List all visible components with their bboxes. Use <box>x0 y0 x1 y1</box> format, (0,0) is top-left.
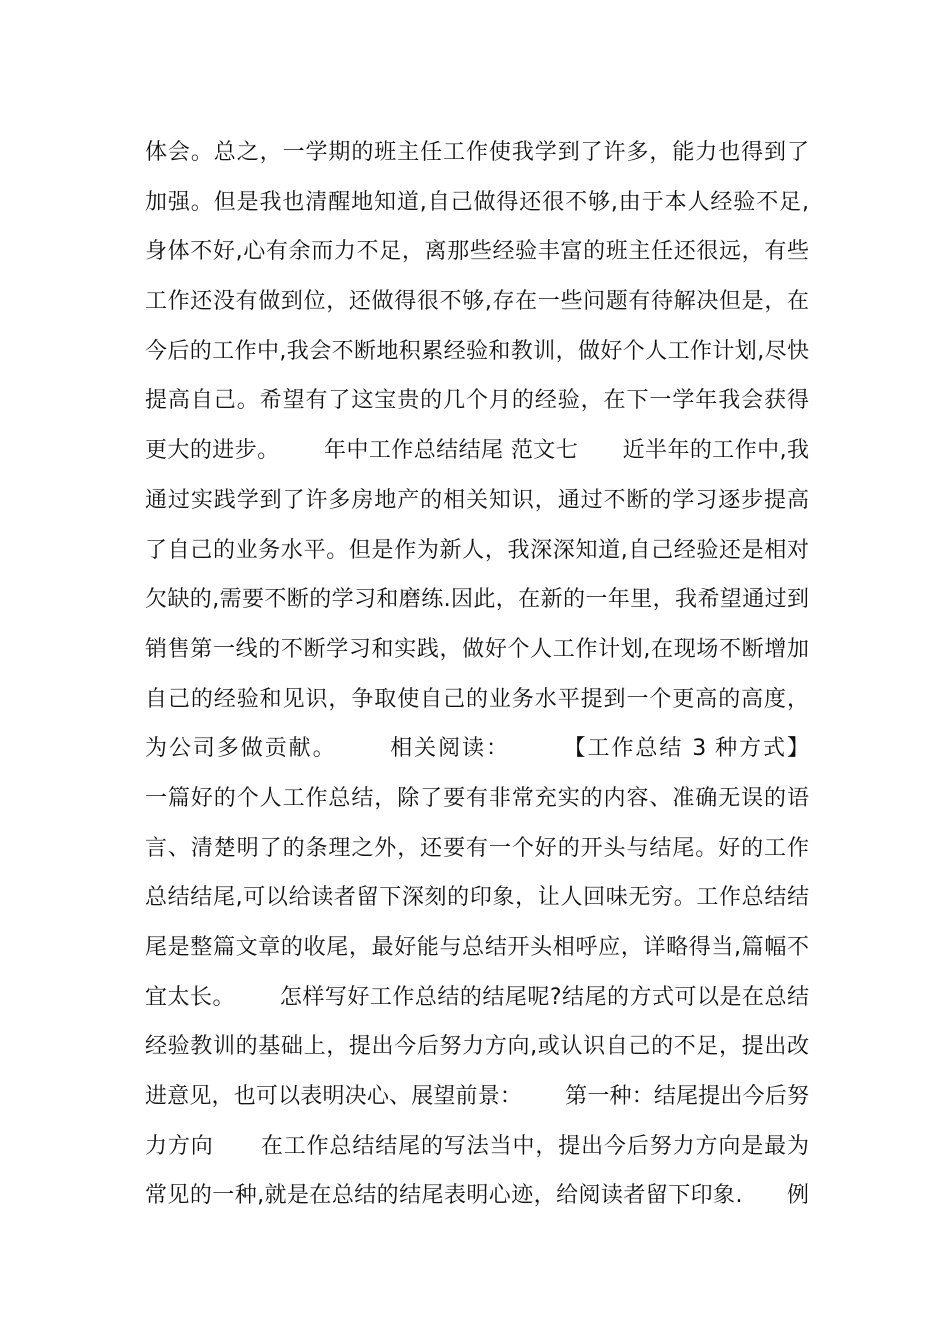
text-line: 欠缺的,需要不断的学习和磨练.因此，在新的一年里，我希望通过到 <box>145 587 809 613</box>
text-line: 常见的一种,就是在总结的结尾表明心迹，给阅读者留下印象. 例 <box>145 1183 809 1209</box>
text-line: 言、清楚明了的条理之外，还要有一个好的开头与结尾。好的工作 <box>145 835 809 861</box>
text-line: 工作还没有做到位，还做得很不够,存在一些问题有待解决但是，在 <box>145 289 809 315</box>
text-line: 总结结尾,可以给读者留下深刻的印象，让人回味无穷。工作总结结 <box>145 885 809 911</box>
text-line: 身体不好,心有余而力不足，离那些经验丰富的班主任还很远，有些 <box>145 239 809 265</box>
text-line: 进意见，也可以表明决心、展望前景： 第一种：结尾提出今后努 <box>145 1084 809 1110</box>
text-line: 宜太长。 怎样写好工作总结的结尾呢?结尾的方式可以是在总结 <box>145 984 809 1010</box>
text-line: 体会。总之，一学期的班主任工作使我学到了许多，能力也得到了 <box>145 140 809 165</box>
text-line: 更大的进步。 年中工作总结结尾 范文七 近半年的工作中,我 <box>145 438 809 464</box>
text-line: 一篇好的个人工作总结，除了要有非常充实的内容、准确无误的语 <box>145 785 809 811</box>
text-line: 为公司多做贡献。 相关阅读： 【工作总结 3 种方式】 <box>145 736 809 762</box>
text-line: 通过实践学到了许多房地产的相关知识，通过不断的学习逐步提高 <box>145 487 809 513</box>
text-line: 力方向 在工作总结结尾的写法当中，提出今后努力方向是最为 <box>145 1133 809 1159</box>
text-line: 加强。但是我也清醒地知道,自己做得还很不够,由于本人经验不足, <box>145 189 809 215</box>
text-line: 提高自己。希望有了这宝贵的几个月的经验，在下一学年我会获得 <box>145 388 809 414</box>
text-line: 经验教训的基础上，提出今后努力方向,或认识自己的不足，提出改 <box>145 1034 809 1060</box>
text-line: 自己的经验和见识，争取使自己的业务水平提到一个更高的高度， <box>145 686 809 712</box>
text-line: 销售第一线的不断学习和实践，做好个人工作计划,在现场不断增加 <box>145 636 809 662</box>
text-line: 了自己的业务水平。但是作为新人，我深深知道,自己经验还是相对 <box>145 537 809 563</box>
body-text <box>145 128 809 1221</box>
text-line: 尾是整篇文章的收尾，最好能与总结开头相呼应，详略得当,篇幅不 <box>145 935 809 960</box>
text-line: 今后的工作中,我会不断地积累经验和教训，做好个人工作计划,尽快 <box>145 338 809 364</box>
